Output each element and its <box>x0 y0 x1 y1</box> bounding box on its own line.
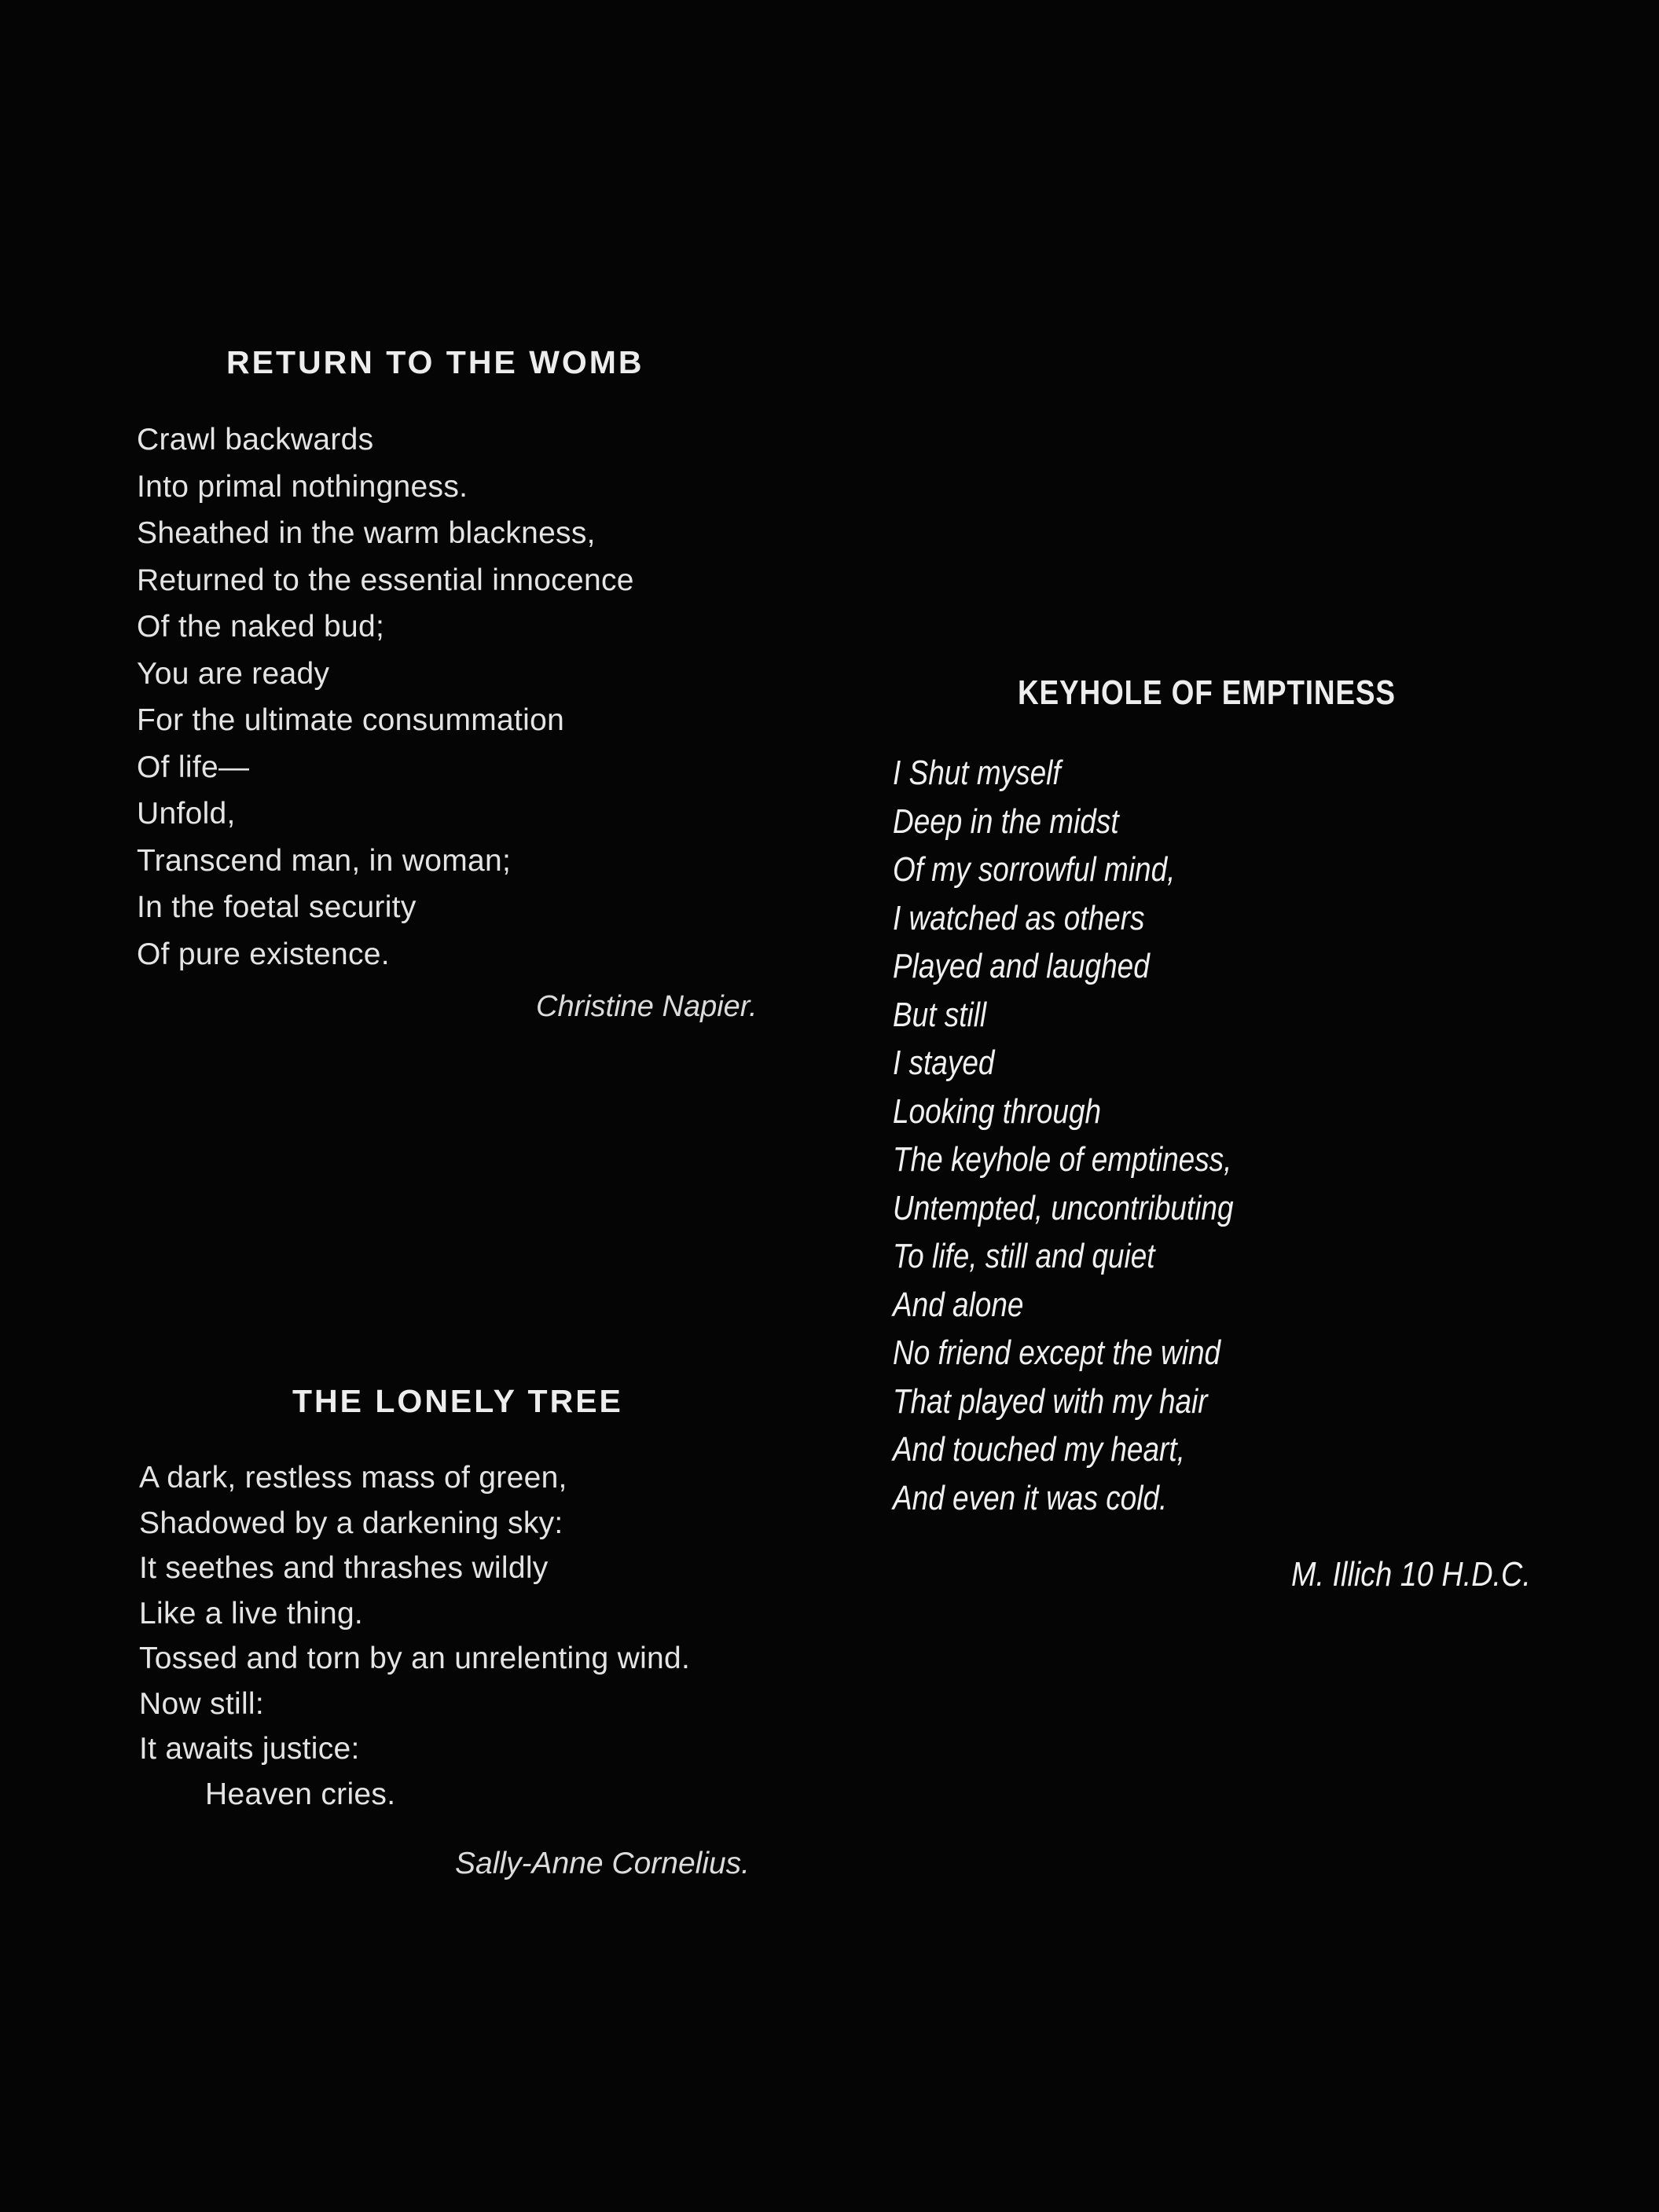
poem-line: To life, still and quiet <box>893 1237 1155 1275</box>
poem-body <box>139 1455 690 1817</box>
poem-line: It awaits justice: <box>139 1732 360 1766</box>
poem-line: I Shut myself <box>893 754 1061 792</box>
poem-line: Played and laughed <box>893 947 1150 985</box>
poem-line: Unfold, <box>137 797 236 831</box>
poem-line: Transcend man, in woman; <box>137 843 512 878</box>
poem-line: I watched as others <box>893 898 1145 937</box>
poem-line: And touched my heart, <box>893 1430 1185 1469</box>
poem-line: Heaven cries. <box>205 1777 396 1811</box>
poem-line: Of life— <box>137 750 250 784</box>
poem-line: I stayed <box>893 1044 995 1082</box>
poem-line: Untempted, uncontributing <box>893 1188 1234 1227</box>
poem-title: KEYHOLE OF EMPTINESS <box>1018 673 1396 712</box>
poem-line: That played with my hair <box>893 1381 1208 1421</box>
poem-line: A dark, restless mass of green, <box>139 1461 567 1495</box>
poem-line: Shadowed by a darkening sky: <box>139 1506 563 1540</box>
poem-title: THE LONELY TREE <box>292 1383 623 1419</box>
poem-author: Christine Napier. <box>536 990 758 1023</box>
poem-body <box>893 749 1298 1522</box>
poem-line: Deep in the midst <box>893 802 1119 841</box>
poem-line: Crawl backwards <box>137 423 374 457</box>
poem-line: And even it was cold. <box>893 1478 1168 1517</box>
poem-line: No friend except the wind <box>893 1333 1221 1372</box>
poem-author: Sally-Anne Cornelius. <box>455 1847 751 1880</box>
poem-line: The keyhole of emptiness, <box>893 1140 1232 1179</box>
poem-line: Of my sorrowful mind, <box>893 850 1176 889</box>
poem-line: Returned to the essential innocence <box>137 563 634 597</box>
poem-line: Tossed and torn by an unrelenting wind. <box>139 1642 691 1675</box>
poem-line: Of pure existence. <box>137 937 390 971</box>
poem-line: Of the naked bud; <box>137 610 385 644</box>
poem-body <box>137 416 634 978</box>
poem-line: For the ultimate consummation <box>137 703 565 737</box>
poem-line: Sheathed in the warm blackness, <box>137 516 596 550</box>
poem-line: Looking through <box>893 1091 1102 1131</box>
poem-line: In the foetal security <box>137 890 417 924</box>
poem-line: And alone <box>893 1285 1024 1324</box>
poem-title: RETURN TO THE WOMB <box>226 344 644 380</box>
poem-author: M. Illich 10 H.D.C. <box>1291 1555 1531 1594</box>
poem-line: Into primal nothingness. <box>137 469 468 504</box>
poem-line: It seethes and thrashes wildly <box>139 1551 549 1585</box>
poem-line: You are ready <box>137 656 330 691</box>
poem-line: Now still: <box>139 1686 265 1721</box>
poem-line: But still <box>893 995 987 1034</box>
poem-line: Like a live thing. <box>139 1596 364 1631</box>
